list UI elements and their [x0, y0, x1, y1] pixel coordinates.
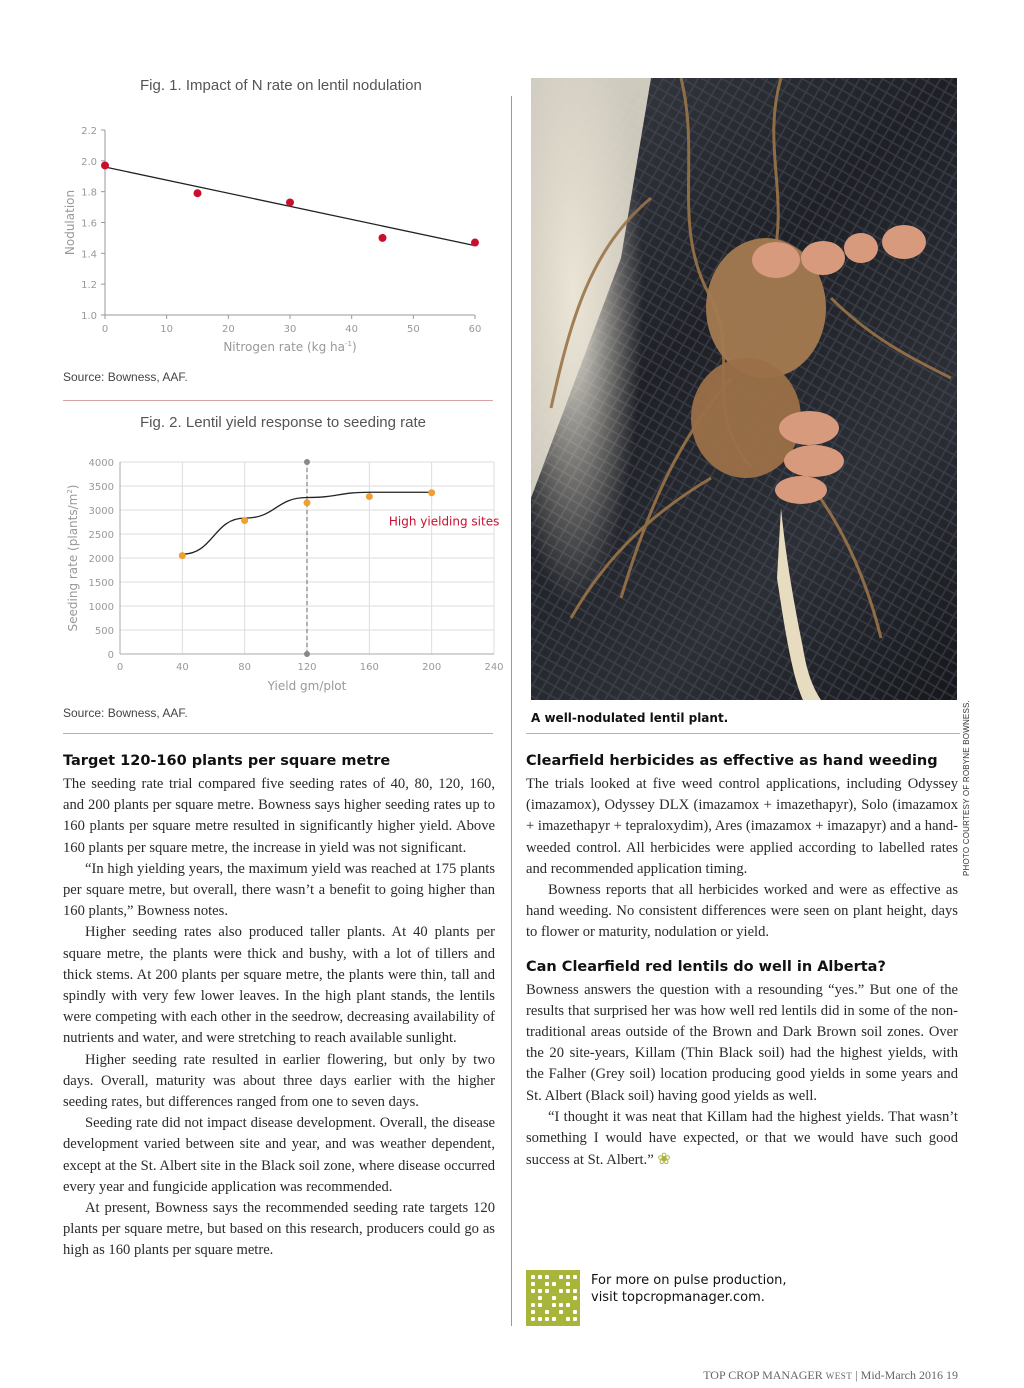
fig1-chart	[50, 115, 520, 405]
magazine-name: TOP CROP MANAGER	[703, 1368, 823, 1382]
y-tick-label: 1000	[88, 602, 114, 613]
body-paragraph	[526, 1107, 958, 1172]
body-paragraph: Higher seeding rates also produced taller plants. At 40 plants per square metre, the plants were thick and bushy, with a lot of tillers and thick stems. At 200 plants per square metre, the plants were thin, tall and spindly with very few lower leaves. In the high plant stands, the lentils were competing with each other in the seedrow, decreasing availability of nutrients and water, and were stretching to reach available sunlight.	[63, 924, 495, 1047]
body-paragraph: At present, Bowness says the recommended seeding rate targets 120 plants per square metre, but based on this research, producers could go as high as 160 plants per square metre.	[63, 1200, 495, 1259]
y-tick-label: 1.0	[81, 311, 97, 322]
fig2-title: Fig. 2. Lentil yield response to seeding rate	[140, 414, 427, 431]
x-tick-label: 0	[116, 662, 124, 673]
body-paragraph: Bowness reports that all herbicides worked and were as effective as hand weeding. No consistent differences were seen on plant height, days to flower or maturity, nodulation or yield.	[526, 882, 958, 941]
y-tick-label: 1.8	[81, 187, 97, 199]
promo-line-1: For more on pulse production,	[591, 1273, 787, 1288]
body-paragraph: Higher seeding rate resulted in earlier flowering, but only by two days. Overall, maturity was about three days earlier with the higher seeding rates, but differences ranged from one to seven days.	[63, 1051, 495, 1111]
data-point	[286, 198, 294, 206]
body-paragraph: The trials looked at five weed control applications, including Odyssey (imazamox), Odyssey DLX (imazamox + imazethapyr), Solo (imazamox + imazethapyr + tepraloxydim), Ares (imazamox + imazapyr) and a hand-weeded control. All herbicides were applied according to labelled rates and recommended application timing.	[526, 776, 958, 877]
x-tick-label: 0	[101, 324, 109, 335]
promo-text[interactable]	[591, 1272, 787, 1306]
left-column	[63, 752, 495, 1262]
x-tick-label: 20	[221, 324, 235, 335]
promo-box[interactable]	[526, 1270, 856, 1326]
x-axis-label-superscript: -1	[345, 340, 352, 348]
section-heading-alberta: Can Clearfield red lentils do well in Alberta?	[526, 958, 886, 975]
photo-divider	[526, 733, 960, 734]
y-tick-label: 2000	[88, 554, 114, 565]
body-paragraph: Seeding rate did not impact disease development. Overall, the disease development varied between site and year, and was weather dependent, except at the St. Albert site in the Black soil zone, where disease occurred every year and fungicide application was recommended.	[63, 1115, 495, 1195]
fig1-divider	[63, 400, 493, 401]
data-point	[366, 493, 373, 500]
right-column	[526, 752, 958, 1171]
data-point	[194, 189, 202, 197]
y-axis-label-close: )	[66, 484, 80, 490]
page-footer	[703, 1368, 958, 1383]
qr-code-icon	[526, 1270, 580, 1326]
promo-link[interactable]: visit topcropmanager.com.	[591, 1290, 765, 1305]
x-tick-label: 160	[359, 662, 379, 673]
y-tick-label: 2500	[88, 530, 114, 541]
data-point	[471, 239, 479, 247]
x-tick-label: 200	[422, 662, 442, 673]
data-point	[304, 499, 311, 506]
y-tick-label: 500	[94, 626, 114, 637]
reference-line-end	[304, 651, 310, 657]
x-tick-label: 40	[175, 662, 189, 673]
y-tick-label: 2.0	[81, 156, 97, 168]
issue-date: | Mid-March 2016	[855, 1368, 943, 1382]
section-heading-herbicides: Clearfield herbicides as effective as hand weeding	[526, 753, 938, 769]
fig2-divider	[63, 733, 493, 734]
x-tick-label: 240	[484, 662, 504, 673]
body-paragraph: Bowness answers the question with a resounding “yes.” But one of the results that surprised her was how well red lentils did in some of the non-traditional areas outside of the Brown and Dark Brown soil zones. Over the 20 site-years, Killam (Thin Black soil) had the highest yields, with the Falher (Grey soil) location producing good yields in some years and St. Albert (Black soil) having good yields as well.	[526, 981, 958, 1104]
y-tick-label: 1.4	[81, 249, 97, 261]
y-tick-label: 0	[107, 650, 114, 661]
x-tick-label: 60	[468, 324, 482, 335]
x-axis-label-close: )	[351, 340, 357, 354]
fig2-source: Source: Bowness, AAF.	[63, 706, 188, 720]
x-tick-label: 30	[283, 324, 297, 335]
y-tick-label: 1.2	[81, 280, 97, 292]
lentil-root-photo	[531, 78, 957, 700]
x-tick-label: 120	[297, 662, 317, 673]
photo-credit: PHOTO COURTESY OF ROBYNE BOWNESS.	[962, 700, 971, 876]
fig1-title: Fig. 1. Impact of N rate on lentil nodulation	[140, 77, 422, 94]
data-point	[101, 161, 109, 169]
edition-label: WEST	[825, 1371, 853, 1381]
data-point	[241, 517, 248, 524]
reference-line-end	[304, 459, 310, 465]
annotation-label: High yielding sites	[388, 514, 500, 529]
x-tick-label: 80	[238, 662, 252, 673]
page-number: 19	[946, 1368, 958, 1382]
y-axis-label: Seeding rate $(plants/m^2)$	[66, 484, 80, 632]
y-axis-label: Nodulation	[63, 189, 77, 256]
y-tick-label: 2.2	[81, 126, 97, 137]
x-tick-label: 10	[160, 324, 174, 335]
y-tick-label: 3500	[88, 482, 114, 493]
y-tick-label: 1500	[88, 578, 114, 589]
data-point	[379, 234, 387, 242]
y-tick-label: 4000	[88, 458, 114, 469]
column-divider	[511, 96, 512, 1326]
body-paragraph: The seeding rate trial compared five seeding rates of 40, 80, 120, 160, and 200 plants per square metre. Bowness says higher seeding rates up to 160 plants per square metre resulted in significantly higher yield. Above 160 plants per square metre, the increase in yield was not significant.	[63, 776, 495, 856]
data-point	[179, 552, 186, 559]
y-axis-label-superscript: 2	[66, 489, 74, 494]
quote-text: “I thought it was neat that Killam had the highest yields. That wasn’t something I would have expected, or that we would have such good success at St. Albert.”	[526, 1108, 958, 1169]
maple-leaf-icon: ❀	[657, 1151, 671, 1169]
x-tick-label: 50	[406, 324, 420, 335]
section-heading-seeding-rate: Target 120-160 plants per square metre	[63, 753, 391, 769]
y-tick-label: 1.6	[81, 218, 97, 230]
fig2-chart	[55, 450, 525, 700]
fig1-source: Source: Bowness, AAF.	[63, 370, 188, 384]
x-axis-label: Nitrogen rate (kg $ha^{-1}$)	[223, 340, 357, 354]
x-tick-label: 40	[345, 324, 359, 335]
data-point	[428, 489, 435, 496]
photo-caption: A well-nodulated lentil plant.	[531, 711, 729, 725]
body-paragraph: “In high yielding years, the maximum yield was reached at 175 plants per square metre, but overall, there wasn’t a benefit to going higher than 160 plants,” Bowness notes.	[63, 860, 495, 920]
y-tick-label: 3000	[88, 506, 114, 517]
x-axis-label: Yield gm/plot	[267, 679, 347, 693]
